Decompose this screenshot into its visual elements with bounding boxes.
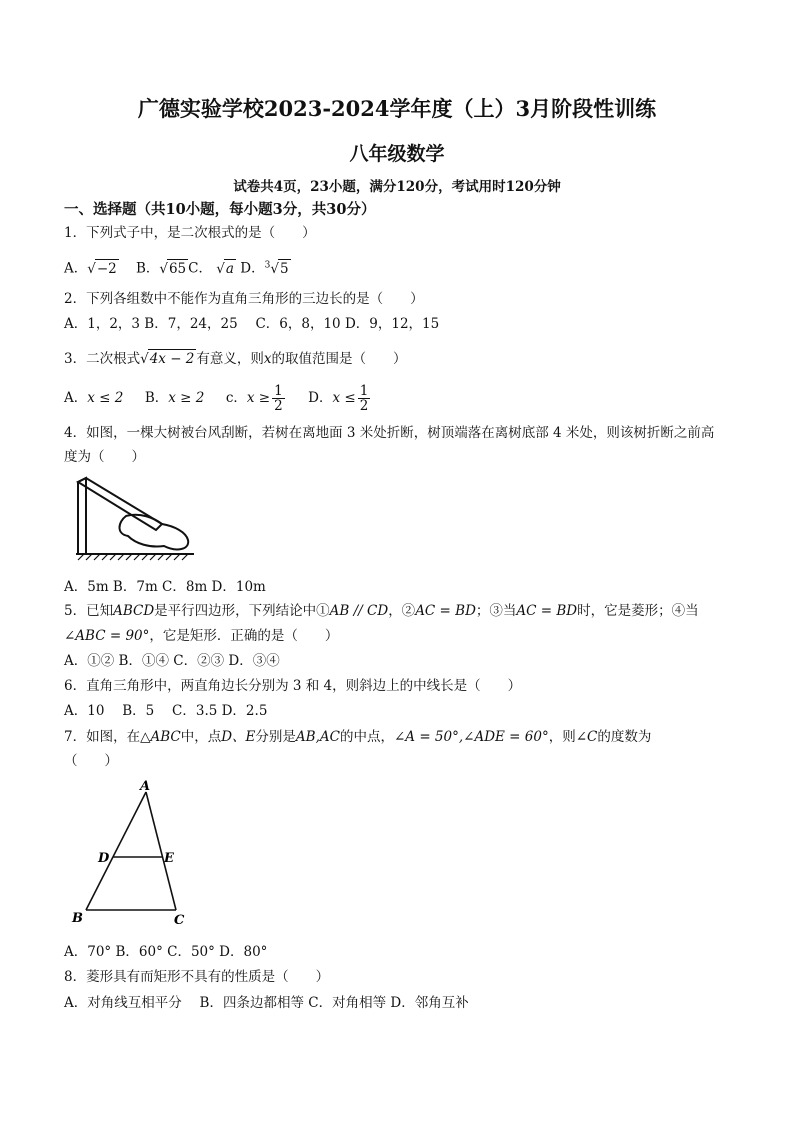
q1-options [64, 256, 291, 278]
q3-d-label: D． [308, 390, 333, 406]
q2-stem: 2．下列各组数中不能作为直角三角形的三边长的是（ ） [64, 291, 424, 307]
q7-p1: 7．如图，在 [64, 729, 141, 745]
q7-angle-c: ∠C [575, 729, 598, 745]
q3-b-expr: x ≥ 2 [168, 390, 205, 406]
q4-line2: 度为（ ） [64, 449, 145, 465]
q1-a-radical: √−2 [87, 260, 117, 277]
label-b: B [72, 911, 83, 926]
tree-crown [120, 515, 189, 550]
q7-p4: 的中点， [339, 729, 394, 745]
label-e: E [164, 851, 174, 866]
q3-d-fraction [358, 384, 371, 413]
q5-line2 [64, 627, 338, 645]
q3-c-num: 1 [274, 383, 283, 399]
q5-eq1: AC = BD [415, 603, 476, 619]
q3-b-label: B． [144, 390, 169, 406]
q3-stem [64, 349, 407, 368]
q5-p5: 时，它是菱形；④当 [577, 603, 699, 619]
q5-line1 [64, 602, 699, 620]
q3-c-label: c． [225, 390, 247, 406]
q7-triangle: △ABC [140, 729, 181, 745]
q3-radicand: 4x − 2 [149, 351, 195, 367]
q4-figure-tree [64, 474, 204, 564]
q2-options: A．1，2，3 B．7，24，25 C．6，8，10 D．9，12，15 [64, 316, 440, 332]
label-c: C [174, 913, 185, 928]
q1-d-radical: $^3$√5 [264, 260, 289, 277]
q7-options: A．70° B．60° C．50° D．80° [64, 944, 268, 960]
q5-angle: ∠ABC = 90° [64, 628, 150, 644]
q3-c-expr: x ≥ [246, 390, 271, 406]
q5-p1: 5．已知 [64, 603, 114, 619]
q3-d-num: 1 [359, 383, 369, 399]
section-heading: 一、选择题（共10小题，每小题3分，共30分） [64, 201, 376, 218]
label-a: A [140, 779, 151, 794]
q3-options [64, 380, 372, 416]
q7-p5: ，则 [548, 729, 576, 745]
q1-a-label: A． [64, 260, 88, 277]
q7-line2: （ ） [64, 753, 118, 769]
q3-a-expr: x ≤ 2 [87, 390, 124, 406]
q3-d-den: 2 [359, 398, 369, 414]
q1-a-radicand: −2 [96, 260, 117, 277]
q5-options: A．①② B．①④ C．②③ D．③④ [64, 653, 280, 669]
q5-p6: ，它是矩形．正确的是（ ） [149, 628, 339, 644]
q3-mid: 有意义，则 [196, 351, 264, 367]
q6-stem: 6．直角三角形中，两直角边长分别为 3 和 4，则斜边上的中线长是（ ） [64, 678, 522, 694]
exam-info: 试卷共4页，23小题，满分120分，考试用时120分钟 [233, 179, 561, 195]
q3-c-fraction [272, 384, 285, 413]
exam-title: 广德实验学校2023-2024学年度（上）3月阶段性训练 [137, 96, 657, 121]
q3-pre: 3．二次根式 [64, 351, 141, 367]
q5-p2: 是平行四边形，下列结论中① [154, 603, 330, 619]
q5-p3: ，② [388, 603, 416, 619]
q3-radical: √4x − 2 [140, 351, 195, 367]
q1-b-label: B． [135, 260, 160, 277]
q3-post: 的取值范围是（ ） [271, 351, 407, 367]
q7-abac: AB,AC [295, 729, 340, 745]
side-ab [86, 792, 146, 910]
q1-d-radicand: 5 [279, 260, 289, 277]
q5-abcd: ABCD [113, 603, 155, 619]
exam-subject: 八年级数学 [349, 143, 445, 165]
q1-c-label: C． [188, 260, 212, 277]
q8-options: A．对角线互相平分 B．四条边都相等 C．对角相等 D．邻角互补 [64, 995, 469, 1011]
q1-c-radicand: a [225, 260, 234, 277]
q3-a-label: A． [64, 390, 88, 406]
q7-p2: 中，点 [180, 729, 222, 745]
tree-trunk [78, 478, 86, 554]
q6-options: A．10 B．5 C．3.5 D．2.5 [64, 703, 268, 719]
q7-p3: 分别是 [255, 729, 296, 745]
q4-line1: 4．如图，一棵大树被台风刮断，若树在离地面 3 米处折断，树顶端落在离树底部 4 米处，则该树折断之前高 [64, 425, 715, 441]
q1-d-index: 3 [264, 260, 271, 270]
q7-angles: ∠A = 50°,∠ADE = 60° [393, 729, 549, 745]
q3-c-den: 2 [274, 398, 283, 414]
q8-stem: 8．菱形具有而矩形不具有的性质是（ ） [64, 969, 330, 985]
q7-p6: 的度数为 [597, 729, 652, 745]
q1-d-label: D． [240, 260, 265, 277]
q5-eq2: AC = BD [516, 603, 578, 619]
q5-parallel: AB // CD [329, 603, 389, 619]
q5-p4: ；③当 [475, 603, 517, 619]
label-d: D [98, 851, 110, 866]
q7-figure-triangle [64, 778, 204, 930]
q1-stem: 1．下列式子中，是二次根式的是（ ） [64, 225, 316, 241]
q3-var: x [263, 351, 272, 367]
q1-c-radical: √a [216, 260, 234, 277]
q4-options: A．5m B．7m C．8m D．10m [64, 579, 266, 595]
q3-d-expr: x ≤ [332, 390, 356, 406]
q7-line1 [64, 728, 651, 746]
q7-de: D、E [221, 729, 256, 745]
q1-b-radical: √65 [159, 260, 187, 277]
q1-b-radicand: 65 [168, 260, 187, 277]
